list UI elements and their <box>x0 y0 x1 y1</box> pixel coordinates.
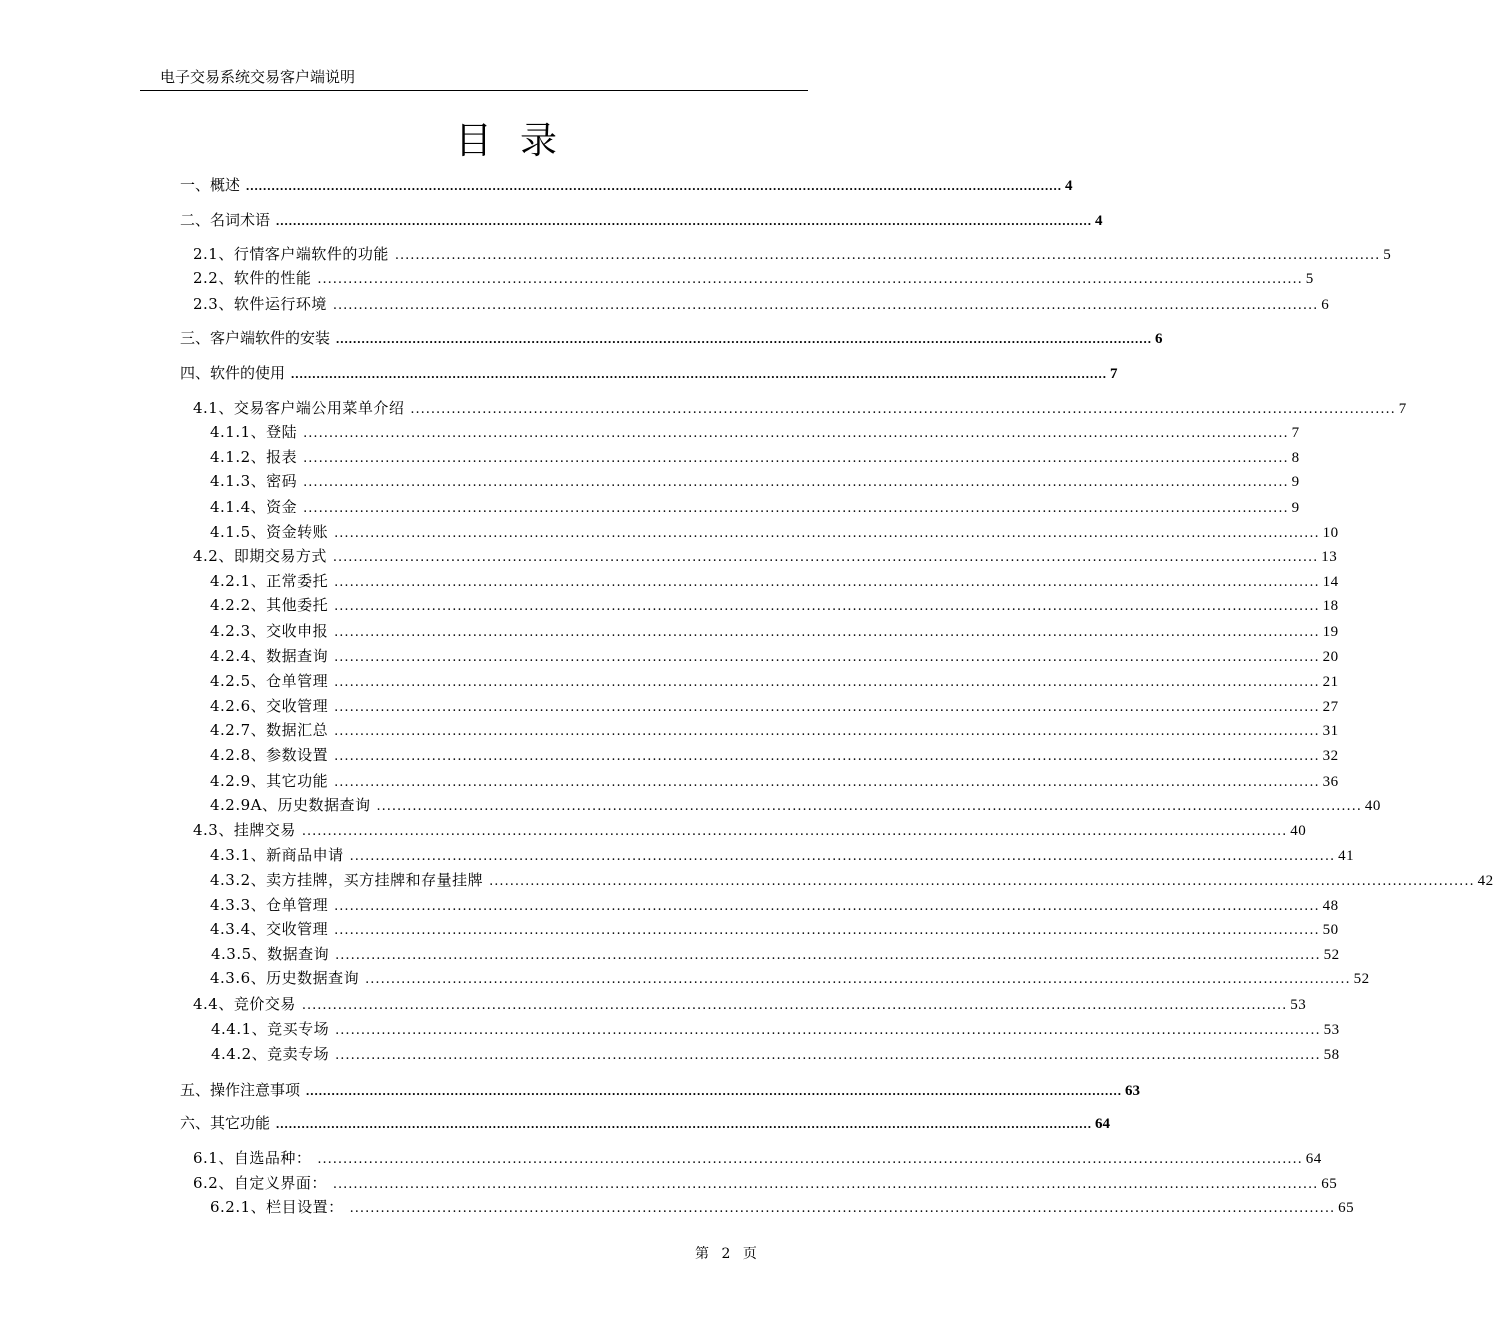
toc-entry-text: 概述 <box>210 176 241 194</box>
toc-entry[interactable] <box>193 397 1407 418</box>
toc-leader: ................................................................................................................................................................................................ <box>303 451 1289 466</box>
toc-entry-text: 4.2.8、参数设置 <box>210 746 329 764</box>
toc-entry-text: 4.4.1、竞买专场 <box>211 1020 330 1038</box>
toc-leader: ................................................................................................................................................................................................ <box>349 849 1336 864</box>
toc-entry[interactable] <box>193 243 1392 264</box>
toc-leader: ................................................................................................................................................................................................ <box>334 675 1320 690</box>
toc-leader: ................................................................................................................................................................................................ <box>334 650 1320 665</box>
toc-entry-page: 27 <box>1322 699 1339 715</box>
toc-entry-text: 4.2.1、正常委托 <box>210 572 329 590</box>
toc-entry[interactable] <box>210 421 1300 442</box>
toc-leader: ................................................................................................................................................................................................ <box>276 1116 1093 1131</box>
toc-entry-page: 53 <box>1323 1022 1340 1038</box>
toc-entry-number: 四、 <box>180 364 211 382</box>
toc-leader: ................................................................................................................................................................................................ <box>317 272 1303 287</box>
toc-leader: ................................................................................................................................................................................................ <box>334 575 1320 590</box>
toc-entry[interactable] <box>210 446 1300 467</box>
toc-entry-text: 2.2、软件的性能 <box>193 269 312 287</box>
toc-entry[interactable] <box>210 869 1494 890</box>
toc-leader: ................................................................................................................................................................................................ <box>334 599 1320 614</box>
toc-entry-text: 4.3.5、数据查询 <box>211 945 330 963</box>
toc-entry-page: 7 <box>1291 425 1300 441</box>
footer-prefix: 第 <box>695 1246 709 1262</box>
toc-leader: ................................................................................................................................................................................................ <box>336 331 1153 346</box>
toc-entry[interactable] <box>210 620 1339 641</box>
toc-entry-text: 2.3、软件运行环境 <box>193 295 327 313</box>
toc-entry-number: 五、 <box>180 1081 211 1099</box>
toc-leader: ................................................................................................................................................................................................ <box>334 700 1320 715</box>
toc-entry-text: 4.3.3、仓单管理 <box>210 896 329 914</box>
toc-entry-text: 名词术语 <box>210 211 271 229</box>
toc-entry-number: 三、 <box>180 329 211 347</box>
toc-leader: ................................................................................................................................................................................................ <box>334 724 1320 739</box>
toc-entry-page: 5 <box>1383 247 1392 263</box>
toc-entry-page: 65 <box>1321 1176 1338 1192</box>
toc-entry-page: 52 <box>1353 971 1370 987</box>
toc-entry-page: 9 <box>1291 474 1300 490</box>
toc-entry-page: 6 <box>1155 331 1163 347</box>
toc-entry-page: 42 <box>1477 873 1494 889</box>
toc-leader: ................................................................................................................................................................................................ <box>334 923 1320 938</box>
toc-entry-page: 7 <box>1398 401 1407 417</box>
toc-entry-text: 4.3.1、新商品申请 <box>210 846 344 864</box>
running-header: 电子交易系统交易客户端说明 <box>160 68 356 86</box>
toc-entry-page: 58 <box>1323 1047 1340 1063</box>
toc-leader: ................................................................................................................................................................................................ <box>291 366 1108 381</box>
toc-entry[interactable] <box>193 1147 1322 1168</box>
toc-entry[interactable] <box>180 174 1073 195</box>
toc-entry[interactable] <box>210 470 1300 491</box>
toc-entry-page: 64 <box>1095 1116 1111 1132</box>
toc-leader: ................................................................................................................................................................................................ <box>376 799 1362 814</box>
toc-entry-text: 其它功能 <box>210 1114 271 1132</box>
toc-entry-page: 8 <box>1291 450 1300 466</box>
toc-entry-text: 操作注意事项 <box>210 1081 301 1099</box>
toc-leader: ................................................................................................................................................................................................ <box>332 1177 1319 1192</box>
toc-entry-text: 软件的使用 <box>210 364 286 382</box>
toc-entry-text: 4.2.7、数据汇总 <box>210 721 329 739</box>
toc-entry-page: 52 <box>1323 947 1340 963</box>
toc-entry[interactable] <box>211 943 1340 964</box>
toc-entry-text: 2.1、行情客户端软件的功能 <box>193 245 389 263</box>
toc-entry-number: 二、 <box>180 211 211 229</box>
toc-entry-text: 4.3.6、历史数据查询 <box>210 969 360 987</box>
toc-entry[interactable] <box>180 327 1163 348</box>
toc-entry-text: 客户端软件的安装 <box>210 329 331 347</box>
toc-entry-page: 5 <box>1305 271 1314 287</box>
toc-entry-page: 20 <box>1322 649 1339 665</box>
toc-leader: ................................................................................................................................................................................................ <box>489 874 1475 889</box>
toc-leader: ................................................................................................................................................................................................ <box>334 526 1320 541</box>
toc-entry[interactable] <box>211 1043 1340 1064</box>
toc-entry[interactable] <box>193 545 1338 566</box>
header-rule <box>140 90 808 91</box>
toc-entry-text: 4.2.6、交收管理 <box>210 697 329 715</box>
toc-leader: ................................................................................................................................................................................................ <box>335 1023 1321 1038</box>
toc-entry-text: 4.2.9A、历史数据查询 <box>210 796 371 814</box>
toc-entry-text: 4.1.4、资金 <box>210 498 298 516</box>
toc-leader: ................................................................................................................................................................................................ <box>276 213 1093 228</box>
toc-entry-text: 4.1.3、密码 <box>210 472 298 490</box>
toc-entry-text: 4.2.3、交收申报 <box>210 622 329 640</box>
toc-entry-text: 6.1、自选品种： <box>193 1149 312 1167</box>
toc-entry-text: 4.2、即期交易方式 <box>193 547 327 565</box>
toc-entry-page: 40 <box>1290 823 1307 839</box>
toc-leader: ................................................................................................................................................................................................ <box>365 972 1351 987</box>
toc-leader: ................................................................................................................................................................................................ <box>306 1083 1123 1098</box>
toc-entry[interactable] <box>210 594 1339 615</box>
toc-entry[interactable] <box>180 1079 1141 1100</box>
toc-entry[interactable] <box>193 293 1330 314</box>
toc-leader: ................................................................................................................................................................................................ <box>301 824 1288 839</box>
toc-entry[interactable] <box>210 645 1339 666</box>
toc-entry-text: 4.1.2、报表 <box>210 448 298 466</box>
toc-entry-page: 53 <box>1290 997 1307 1013</box>
toc-entry-text: 4.4.2、竞卖专场 <box>211 1045 330 1063</box>
toc-leader: ................................................................................................................................................................................................ <box>334 625 1320 640</box>
toc-entry[interactable] <box>210 967 1370 988</box>
toc-entry-page: 6 <box>1321 297 1330 313</box>
toc-entry[interactable] <box>210 894 1339 915</box>
toc-entry-number: 一、 <box>180 176 211 194</box>
toc-entry[interactable] <box>193 267 1314 288</box>
toc-leader: ................................................................................................................................................................................................ <box>303 475 1289 490</box>
toc-entry-text: 4.2.9、其它功能 <box>210 772 329 790</box>
toc-entry[interactable] <box>210 670 1339 691</box>
toc-leader: ................................................................................................................................................................................................ <box>303 501 1289 516</box>
toc-leader: ................................................................................................................................................................................................ <box>317 1152 1303 1167</box>
toc-entry-page: 10 <box>1322 525 1339 541</box>
toc-entry-page: 50 <box>1322 922 1339 938</box>
toc-entry-page: 7 <box>1110 366 1118 382</box>
toc-entry-text: 4.3.4、交收管理 <box>210 920 329 938</box>
toc-entry[interactable] <box>193 819 1307 840</box>
toc-entry[interactable] <box>193 1172 1338 1193</box>
toc-entry-text: 4.4、竞价交易 <box>193 995 296 1013</box>
toc-entry-number: 六、 <box>180 1114 211 1132</box>
toc-entry[interactable] <box>193 993 1307 1014</box>
toc-entry-page: 4 <box>1095 213 1103 229</box>
toc-leader: ................................................................................................................................................................................................ <box>335 948 1321 963</box>
toc-entry-page: 21 <box>1322 674 1339 690</box>
page-footer <box>695 1243 765 1263</box>
toc-entry[interactable] <box>210 695 1339 716</box>
toc-entry-page: 13 <box>1321 549 1338 565</box>
toc-leader: ................................................................................................................................................................................................ <box>334 749 1320 764</box>
toc-entry-page: 40 <box>1364 798 1381 814</box>
toc-entry[interactable] <box>210 794 1381 815</box>
toc-entry-text: 4.3、挂牌交易 <box>193 821 296 839</box>
toc-entry-page: 63 <box>1125 1083 1141 1099</box>
toc-entry-text: 4.1、交易客户端公用菜单介绍 <box>193 399 405 417</box>
toc-entry-text: 自定义界面： <box>233 1174 327 1192</box>
toc-leader: ................................................................................................................................................................................................ <box>303 426 1289 441</box>
toc-entry-page: 48 <box>1322 898 1339 914</box>
toc-leader: ................................................................................................................................................................................................ <box>349 1201 1336 1216</box>
toc-leader: ................................................................................................................................................................................................ <box>246 178 1063 193</box>
toc-entry-page: 18 <box>1322 598 1339 614</box>
toc-entry[interactable] <box>211 1018 1340 1039</box>
toc-entry[interactable] <box>210 770 1339 791</box>
toc-leader: ................................................................................................................................................................................................ <box>394 248 1381 263</box>
toc-entry[interactable] <box>210 844 1355 865</box>
toc-leader: ................................................................................................................................................................................................ <box>301 998 1288 1013</box>
toc-entry-page: 19 <box>1322 624 1339 640</box>
toc-entry-page: 36 <box>1322 774 1339 790</box>
toc-entry[interactable] <box>210 570 1339 591</box>
toc-entry-text: 4.2.5、仓单管理 <box>210 672 329 690</box>
toc-entry-text: 4.1.5、资金转账 <box>210 523 329 541</box>
toc-leader: ................................................................................................................................................................................................ <box>332 298 1319 313</box>
toc-title: 目录 <box>455 119 585 162</box>
toc-entry-page: 65 <box>1338 1200 1355 1216</box>
toc-entry-number: 6.2、 <box>193 1174 234 1192</box>
toc-entry-text: 4.1.1、登陆 <box>210 423 298 441</box>
toc-entry-text: 4.2.2、其他委托 <box>210 596 329 614</box>
toc-entry[interactable] <box>180 1112 1111 1133</box>
toc-entry[interactable] <box>210 496 1300 517</box>
toc-entry-page: 32 <box>1322 748 1339 764</box>
toc-entry[interactable] <box>180 209 1103 230</box>
toc-entry[interactable] <box>210 521 1339 542</box>
toc-entry[interactable] <box>210 1196 1355 1217</box>
toc-entry-page: 9 <box>1291 500 1300 516</box>
footer-suffix: 页 <box>742 1246 757 1262</box>
footer-page-number: 2 <box>721 1246 731 1262</box>
toc-entry-page: 4 <box>1065 178 1073 194</box>
toc-entry-page: 64 <box>1305 1151 1322 1167</box>
toc-entry[interactable] <box>210 744 1339 765</box>
toc-leader: ................................................................................................................................................................................................ <box>332 550 1319 565</box>
toc-leader: ................................................................................................................................................................................................ <box>334 775 1320 790</box>
toc-entry[interactable] <box>210 918 1339 939</box>
toc-entry-page: 41 <box>1338 848 1355 864</box>
toc-entry-page: 14 <box>1322 574 1339 590</box>
toc-entry[interactable] <box>210 719 1339 740</box>
toc-leader: ................................................................................................................................................................................................ <box>334 899 1320 914</box>
toc-entry-text: 4.3.2、卖方挂牌，买方挂牌和存量挂牌 <box>210 871 484 889</box>
toc-entry-text: 4.2.4、数据查询 <box>210 647 329 665</box>
toc-leader: ................................................................................................................................................................................................ <box>410 402 1396 417</box>
toc-leader: ................................................................................................................................................................................................ <box>335 1048 1321 1063</box>
toc-entry[interactable] <box>180 362 1118 383</box>
toc-entry-text: 6.2.1、栏目设置： <box>210 1198 344 1216</box>
toc-entry-page: 31 <box>1322 723 1339 739</box>
